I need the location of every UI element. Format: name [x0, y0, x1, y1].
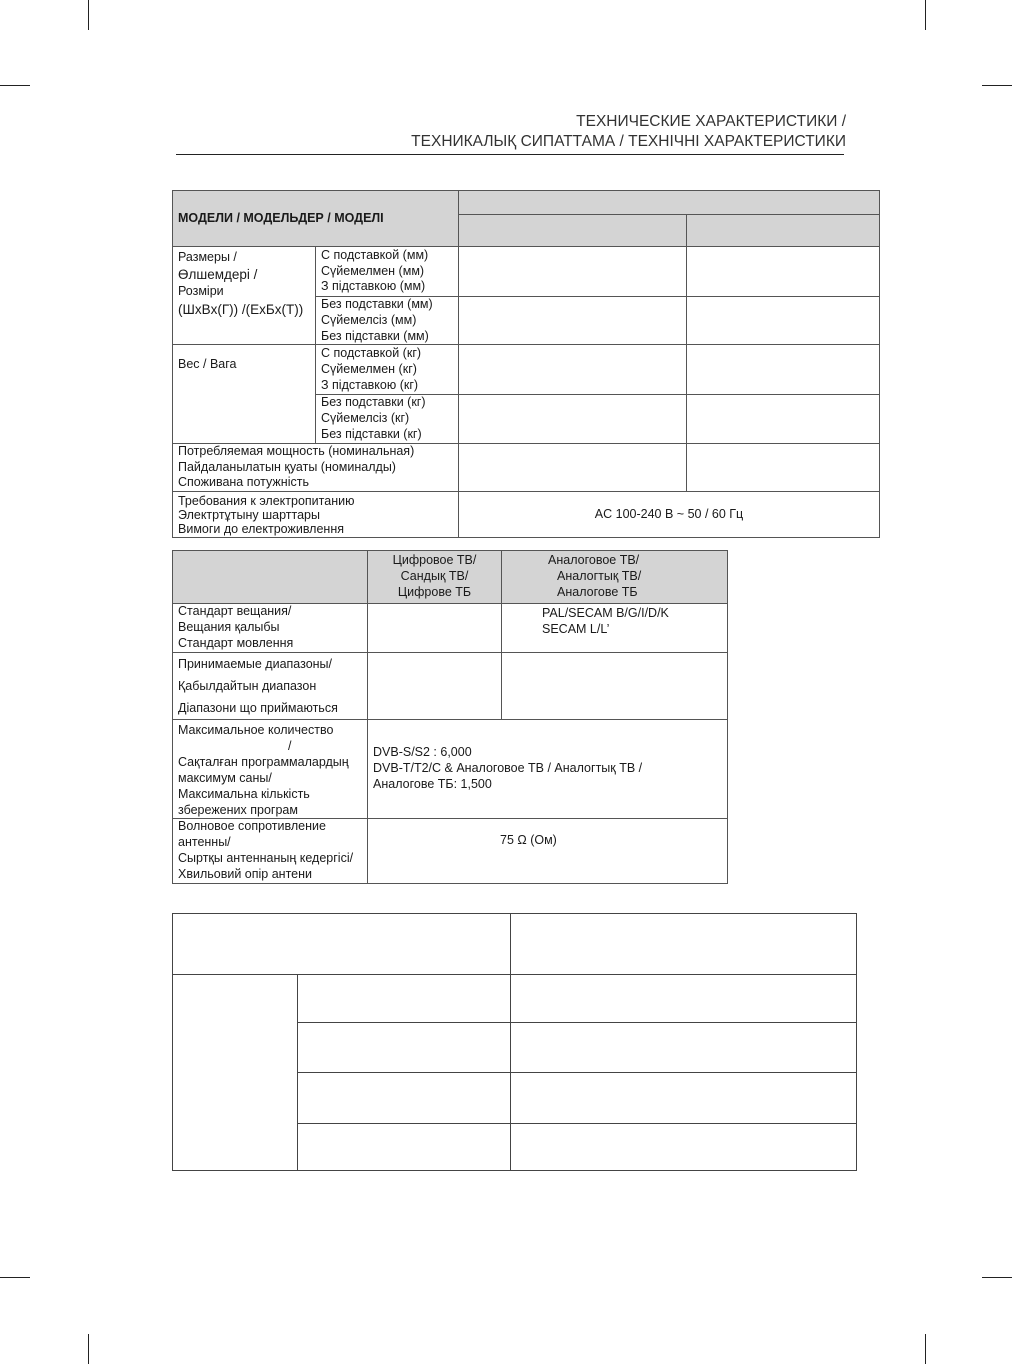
power-consumption-label: Потребляемая мощность (номинальная) Пайдаланылатын қуаты (номиналды) Споживана потужність [173, 443, 459, 491]
value-cell [459, 247, 687, 297]
crop-mark [0, 1277, 30, 1278]
analog-tv-header: Аналоговое ТВ/ Аналогтық ТВ/ Аналогове ТБ [502, 551, 728, 604]
empty-spec-table [172, 913, 857, 1171]
value-cell [459, 345, 687, 395]
crop-mark [925, 1334, 926, 1364]
power-requirements-label: Требования к электропитанию Электртұтыну шарттары Вимоги до електроживлення [173, 492, 459, 538]
receivable-ranges-label: Принимаемые диапазоны/ Қабылдайтын диапазон Діапазони що приймаються [173, 653, 368, 720]
max-programs-value: DVB-S/S2 : 6,000 DVB-T/T2/C & Аналоговое ТВ / Аналогтық ТВ / Аналогове ТБ: 1,500 [368, 720, 728, 819]
crop-mark [0, 85, 30, 86]
empty-cell [298, 1124, 511, 1171]
model-group-header [459, 191, 880, 215]
crop-mark [982, 1277, 1012, 1278]
antenna-impedance-label: Волновое сопротивление антенны/ Сыртқы антеннаның кедергісі/ Хвильовий опір антени [173, 819, 368, 884]
dimensions-with-stand-label: С подставкой (мм) Сүйемелмен (мм) З підставкою (мм) [316, 247, 459, 297]
value-cell [459, 443, 687, 491]
empty-header-cell [511, 914, 857, 975]
antenna-impedance-value: 75 Ω (Ом) [368, 819, 728, 884]
broadcast-standard-label: Стандарт вещания/ Вещания қалыбы Стандарт мовлення [173, 604, 368, 653]
crop-mark [88, 0, 89, 30]
crop-mark [982, 85, 1012, 86]
empty-group-cell [173, 975, 298, 1171]
empty-cell [511, 1073, 857, 1124]
dimensions-without-stand-label: Без подставки (мм) Сүйемелсіз (мм) Без підставки (мм) [316, 297, 459, 345]
value-cell [368, 604, 502, 653]
header-line-2: ТЕХНИКАЛЫҚ СИПАТТАМА / ТЕХНІЧНІ ХАРАКТЕРИСТИКИ [411, 133, 846, 150]
empty-cell [511, 1023, 857, 1073]
model-1-header [459, 215, 687, 247]
empty-cell [511, 975, 857, 1023]
empty-cell [298, 1023, 511, 1073]
empty-cell [511, 1124, 857, 1171]
value-cell [687, 345, 880, 395]
value-cell [687, 443, 880, 491]
models-spec-table [172, 190, 880, 538]
power-requirements-value: AC 100-240 В ~ 50 / 60 Гц [459, 492, 880, 538]
digital-tv-header: Цифровое ТВ/ Сандық ТВ/ Цифрове ТБ [368, 551, 502, 604]
models-header: МОДЕЛИ / МОДЕЛЬДЕР / МОДЕЛІ [173, 191, 459, 247]
empty-cell [298, 1073, 511, 1124]
crop-mark [88, 1334, 89, 1364]
value-cell [687, 297, 880, 345]
crop-mark [925, 0, 926, 30]
header-divider [176, 154, 844, 155]
model-2-header [687, 215, 880, 247]
value-cell [459, 395, 687, 443]
max-programs-label: Максимальное количество / Сақталған программалардың максимум саны/ Максимальна кількість збережених програм [173, 720, 368, 819]
value-cell [459, 297, 687, 345]
tv-spec-table [172, 550, 728, 884]
tv-header-blank [173, 551, 368, 604]
dimensions-label: Размеры / Өлшемдері / Розміри (ШxВx(Г)) /(ЕxБx(Т)) [173, 247, 316, 345]
page-header [176, 112, 846, 152]
empty-header-cell [173, 914, 511, 975]
weight-without-stand-label: Без подставки (кг) Сүйемелсіз (кг) Без підставки (кг) [316, 395, 459, 443]
value-cell [687, 395, 880, 443]
empty-cell [298, 975, 511, 1023]
weight-label: Вес / Вага [173, 345, 316, 443]
value-cell [687, 247, 880, 297]
header-line-1: ТЕХНИЧЕСКИЕ ХАРАКТЕРИСТИКИ / [576, 113, 846, 130]
value-cell [502, 653, 728, 720]
broadcast-standard-analog-value: PAL/SECAM B/G/I/D/K SECAM L/L’ [502, 604, 728, 653]
value-cell [368, 653, 502, 720]
weight-with-stand-label: С подставкой (кг) Сүйемелмен (кг) З підставкою (кг) [316, 345, 459, 395]
